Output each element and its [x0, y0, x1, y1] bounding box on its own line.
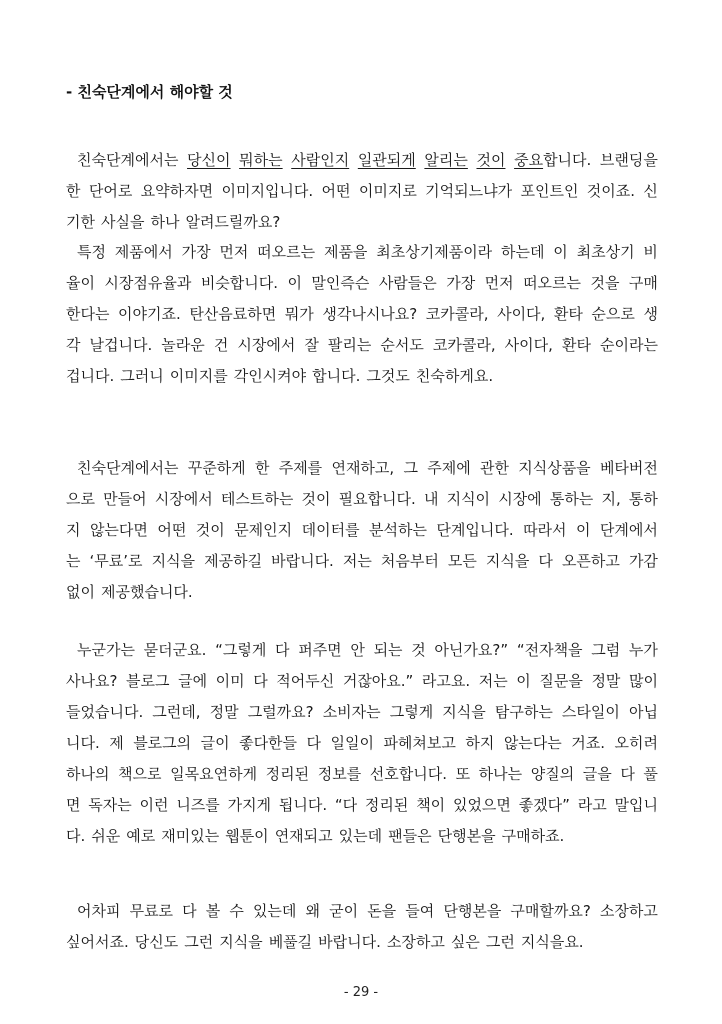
text-line [66, 728, 658, 759]
word: 떠오르는 [257, 243, 316, 261]
word: 그럼 [591, 641, 621, 659]
word: 책이 [416, 796, 446, 814]
word: 관한 [479, 459, 509, 477]
word: 요약하자면 [140, 182, 214, 200]
word: 구매할까요? [510, 902, 591, 920]
word: 순으로 [591, 305, 635, 323]
paragraph [66, 635, 658, 852]
underlined-text: 당신이 [187, 151, 231, 169]
word: 왜 [305, 902, 321, 920]
word: 그렇게 [389, 703, 434, 721]
word: 최초상기제품이라 [376, 243, 493, 261]
word: 시장에 [498, 490, 542, 508]
word: 선호합니다. [369, 765, 447, 783]
word: 거잖아요.” [342, 672, 414, 690]
word: 제공했습니다. [100, 583, 193, 601]
word: 순서도 [380, 336, 424, 354]
word: 베타버전 [599, 459, 658, 477]
word: 따라서 [523, 521, 567, 539]
word: 니즈를 [176, 796, 220, 814]
word: 필요합니다. [338, 490, 416, 508]
word: 다. [66, 827, 86, 845]
text-line [66, 896, 658, 927]
word: 이런 [139, 796, 169, 814]
word: 친숙하게요. [415, 367, 494, 385]
word: 볼 [205, 902, 221, 920]
word: 놀라운 [161, 336, 205, 354]
word: 통하 [628, 490, 658, 508]
word: 싶은 [450, 933, 480, 951]
word: 으로 [66, 490, 95, 508]
word: 지, [601, 490, 621, 508]
word: 이야기죠. [118, 305, 181, 323]
word: 쉬운 [91, 827, 121, 845]
word: 코카콜라, [432, 336, 496, 354]
word: 단어로 [88, 182, 133, 200]
word: 탐구하는 [494, 703, 553, 721]
word: 특정 [77, 243, 106, 261]
underlined-text: 일관되게 [357, 151, 416, 169]
word: 정말 [591, 672, 621, 690]
word: 환타 [553, 305, 583, 323]
word: 알려드릴까요? [185, 213, 281, 231]
word: 누가 [628, 641, 658, 659]
word: 오히려 [614, 734, 658, 752]
word: 하나의 [66, 765, 110, 783]
word: 합니다. [312, 367, 361, 385]
word: 처음부터 [380, 552, 439, 570]
word: 하는데 [500, 243, 545, 261]
word: 시장에서 [154, 490, 213, 508]
word: 일목요연하게 [170, 765, 258, 783]
word: 다 [253, 672, 268, 690]
word: 사람들은 [378, 274, 437, 292]
word: 포인트인 [520, 182, 579, 200]
word: 질문을 [539, 672, 583, 690]
word: 말입니 [614, 796, 658, 814]
word: 것이 [301, 490, 331, 508]
word: 신 [643, 182, 658, 200]
word: 말인즉슨 [311, 274, 370, 292]
page-number: - 29 - [343, 985, 379, 1000]
word: 겁니다. [66, 367, 115, 385]
word: 지식을 [151, 552, 196, 570]
word: 지식상품을 [518, 459, 591, 477]
word: 블로그의 [133, 734, 192, 752]
word: 그런데, [152, 703, 201, 721]
paragraph [66, 237, 658, 392]
word: 주제에 [427, 459, 471, 477]
word: 오픈하고 [561, 552, 620, 570]
word: 이 [575, 521, 591, 539]
word: 이 [516, 672, 531, 690]
word: 친숙단계에서는 [77, 151, 179, 169]
word: 는 [66, 552, 81, 570]
word: 하나 [150, 213, 180, 231]
text-line [66, 176, 658, 207]
text-line [66, 697, 658, 728]
text-line [66, 635, 658, 666]
word: 잘 [304, 336, 319, 354]
word: 거죠. [571, 734, 605, 752]
paragraph [66, 453, 658, 608]
word: “다 [334, 796, 358, 814]
text-line [66, 484, 658, 515]
word: 있는데 [252, 902, 297, 920]
word: 들었습니다. [66, 703, 144, 721]
word: 꾸준하게 [187, 459, 246, 477]
underlined-text: 사람인지 [291, 151, 350, 169]
word: 묻더군요. [143, 641, 207, 659]
text-line [66, 666, 658, 697]
word: 기한 [66, 213, 95, 231]
word: 각인시켜야 [233, 367, 307, 385]
word: 있었으면 [452, 796, 511, 814]
word: 수 [229, 902, 244, 920]
text-line [66, 453, 658, 484]
word: 다 [182, 902, 197, 920]
word: 가장 [446, 274, 476, 292]
word: 구매하죠. [501, 827, 565, 845]
section-heading: - 친숙단계에서 해야할 것 [66, 83, 233, 101]
word: 내 [423, 490, 439, 508]
word: 건 [213, 336, 229, 354]
word: 그러니 [120, 367, 164, 385]
word: 양질의 [530, 765, 575, 783]
word: 이미 [215, 672, 245, 690]
word: 먼저 [219, 243, 249, 261]
word: 것이 [195, 521, 225, 539]
word: 지식이 [446, 490, 491, 508]
word: 한 [254, 459, 270, 477]
word: 있는데 [338, 827, 383, 845]
word: 그런 [485, 933, 515, 951]
word: 면 [66, 796, 81, 814]
word: 사이다, [504, 336, 553, 354]
word: 정말 [209, 703, 239, 721]
word: 시장점유율과 [104, 274, 192, 292]
underlined-text: 중요 [514, 151, 544, 169]
word: “그렇게 [215, 641, 267, 659]
word: 당신도 [134, 933, 179, 951]
underlined-text: 뭐하는 [239, 151, 283, 169]
word: 다 [306, 734, 322, 752]
word: 구매 [628, 274, 658, 292]
word: 하나는 [478, 765, 523, 783]
word: 것이죠. [586, 182, 636, 200]
text-line [66, 145, 658, 176]
word: 라고요. [421, 672, 471, 690]
word: 책으로 [118, 765, 162, 783]
word: 지 [66, 521, 81, 539]
text-line [66, 207, 658, 238]
word: 가장 [181, 243, 211, 261]
word: 없이 [66, 583, 95, 601]
word: 팔리는 [327, 336, 372, 354]
word: 파헤쳐보고 [383, 734, 456, 752]
word: 만들어 [103, 490, 147, 508]
word: 또 [455, 765, 471, 783]
word: 탄산음료하면 [189, 305, 277, 323]
word: 독자는 [88, 796, 132, 814]
word: 최초상기 [576, 243, 635, 261]
word: 가감 [628, 552, 658, 570]
word: 좋겠다” [518, 796, 570, 814]
word: 다 [620, 765, 635, 783]
word: 무료로 [129, 902, 174, 920]
word: 연재하고, [331, 459, 395, 477]
word: “전자책을 [516, 641, 583, 659]
text-line [66, 759, 658, 790]
word: 정보를 [317, 765, 362, 783]
word: 데이터를 [301, 521, 360, 539]
word: 소장하고 [386, 933, 445, 951]
word: 다 [275, 641, 290, 659]
underlined-text: 알리는 [424, 151, 468, 169]
word: 재미있는 [161, 827, 220, 845]
word: 않는다면 [89, 521, 148, 539]
text-line [66, 790, 658, 821]
underlined-text: 것이 [476, 151, 506, 169]
word: 통하는 [549, 490, 594, 508]
word: 단계입니다. [436, 521, 514, 539]
word: 예로 [126, 827, 156, 845]
word: 연재되고 [274, 827, 333, 845]
word: 이 [287, 274, 302, 292]
word: 중요합니다. [514, 151, 592, 169]
text-line [66, 330, 658, 361]
word: 팬들은 [388, 827, 432, 845]
word: 모든 [447, 552, 477, 570]
word: 이 [553, 243, 568, 261]
word: 아닌가요?” [434, 641, 509, 659]
word: 소비자는 [322, 703, 381, 721]
word: 돈을 [367, 902, 397, 920]
word: 제공하길 [204, 552, 263, 570]
paragraph [66, 145, 658, 238]
word: 어떤 [321, 182, 351, 200]
text-line [66, 237, 658, 268]
word: 사실을 [100, 213, 145, 231]
word: 싶어서죠. [66, 933, 129, 951]
word: 풀 [643, 765, 658, 783]
word: 아닙 [628, 703, 658, 721]
word: 이미지로 [358, 182, 417, 200]
word: 지식을 [485, 552, 530, 570]
word: 되는 [373, 641, 403, 659]
word: 테스트하는 [220, 490, 294, 508]
text-line [66, 268, 658, 299]
word: 생 [643, 305, 658, 323]
word: 날겁니다. [89, 336, 153, 354]
word: 먼저 [484, 274, 514, 292]
word: 적어두신 [276, 672, 335, 690]
word: 어차피 [77, 902, 121, 920]
word: 라고 [577, 796, 607, 814]
word: ‘무료’로 [89, 552, 143, 570]
word: 됩니다. [278, 796, 328, 814]
text-line [66, 577, 658, 608]
word: 소장하고 [599, 902, 658, 920]
word: 단행본을 [443, 902, 502, 920]
word: 웹툰이 [225, 827, 269, 845]
word: 그런 [184, 933, 214, 951]
word: 어떤 [157, 521, 187, 539]
word: 것 [411, 641, 426, 659]
word: 이미지입니다. [221, 182, 314, 200]
word: 분석하는 [369, 521, 427, 539]
word: 코카콜라, [425, 305, 489, 323]
word: 지식을 [219, 933, 263, 951]
word: 들여 [405, 902, 435, 920]
word: 비슷합니다. [200, 274, 279, 292]
text-line [66, 361, 658, 392]
text-line [66, 821, 658, 852]
word: 글이 [200, 734, 230, 752]
word: 떠오르는 [523, 274, 582, 292]
word: 베풀길 [268, 933, 313, 951]
text-line [66, 927, 658, 958]
word: 한다는 [66, 305, 110, 323]
word: 사이다, [497, 305, 546, 323]
word: 제품을 [323, 243, 368, 261]
word: 그 [403, 459, 418, 477]
word: 일일이 [330, 734, 374, 752]
word: 단계에서 [599, 521, 658, 539]
word: 그것도 [366, 367, 410, 385]
word: 저는 [342, 552, 372, 570]
word: 저는 [478, 672, 508, 690]
word: 단행본을 [437, 827, 496, 845]
word: 니다. [66, 734, 100, 752]
word: 블로그 [126, 672, 170, 690]
word: 많이 [629, 672, 658, 690]
word: 스타일이 [561, 703, 620, 721]
word: 주제를 [278, 459, 323, 477]
word: 정리된 [265, 765, 310, 783]
word: 퍼주면 [298, 641, 342, 659]
word: 각 [66, 336, 81, 354]
word: 것을 [590, 274, 620, 292]
word: 기억되느냐가 [425, 182, 513, 200]
word: 글에 [178, 672, 208, 690]
word: 순이라는 [599, 336, 658, 354]
word: 다 [538, 552, 553, 570]
word: 비 [643, 243, 658, 261]
word: 시장에서 [237, 336, 296, 354]
word: 그럴까요? [247, 703, 314, 721]
word: 생각나시나요? [322, 305, 418, 323]
word: 율이 [66, 274, 95, 292]
word: 제품에서 [114, 243, 173, 261]
word: 바랍니다. [271, 552, 334, 570]
text-line [66, 546, 658, 577]
word: 한 [66, 182, 81, 200]
word: 지식을요. [520, 933, 584, 951]
word: 사나요? [66, 672, 118, 690]
paragraph [66, 896, 658, 958]
text-line [66, 299, 658, 330]
word: 누군가는 [77, 641, 135, 659]
text-line [66, 515, 658, 546]
word: 안 [350, 641, 365, 659]
word: 브랜딩을 [599, 151, 658, 169]
word: 가지게 [227, 796, 272, 814]
word: 친숙단계에서는 [77, 459, 179, 477]
word: 글을 [582, 765, 612, 783]
word: 않는다는 [503, 734, 562, 752]
word: 굳이 [329, 902, 359, 920]
word: 제 [109, 734, 124, 752]
word: 지식을 [442, 703, 486, 721]
word: 뭐가 [284, 305, 314, 323]
word: 정리된 [364, 796, 409, 814]
word: 하지 [465, 734, 495, 752]
word: 바랍니다. [318, 933, 381, 951]
word: 환타 [561, 336, 591, 354]
word: 이미지를 [169, 367, 228, 385]
word: 문제인지 [234, 521, 293, 539]
word: 좋다한들 [239, 734, 298, 752]
